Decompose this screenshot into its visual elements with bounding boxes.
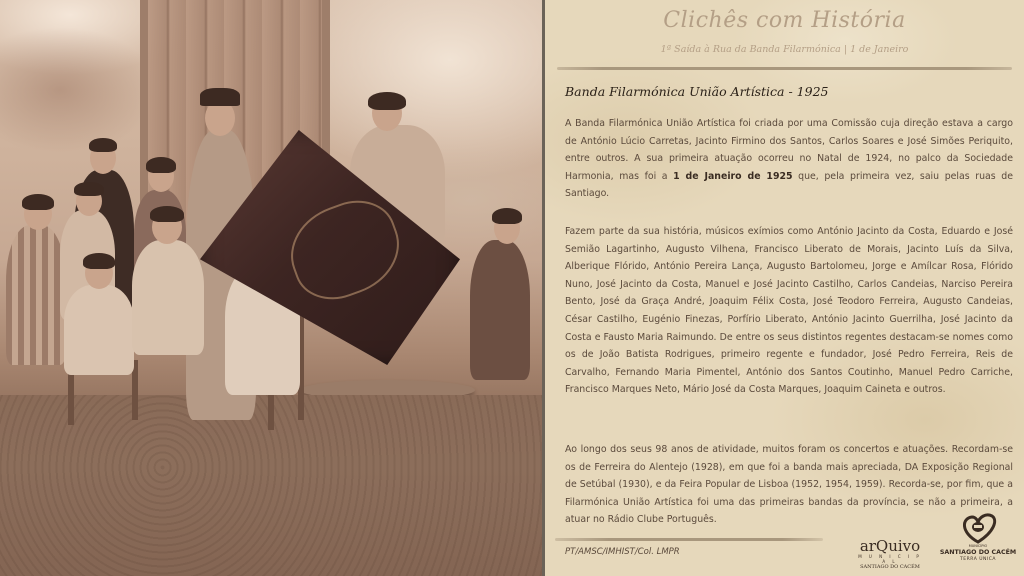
photo-hair	[83, 253, 115, 269]
arquivo-logo-place: SANTIAGO DO CACÉM	[860, 564, 920, 570]
arquivo-logo-wordmark: arQuivo	[859, 537, 921, 555]
archive-credit: PT/AMSC/IMHIST/Col. LMPR	[565, 547, 680, 557]
text-panel	[545, 0, 1024, 576]
series-subtitle: 1ª Saída à Rua da Banda Filarmónica | 1 de Janeiro	[660, 44, 909, 55]
photo-hair	[146, 157, 176, 173]
heart-logo-icon	[938, 512, 1018, 544]
photo-hair	[74, 182, 104, 196]
article-title: Banda Filarmónica União Artística - 1925	[565, 84, 829, 99]
footer-divider	[555, 538, 823, 541]
photo-hair	[22, 194, 54, 210]
photo-hair	[368, 92, 406, 110]
photo-cap	[200, 88, 240, 106]
paragraph-founding	[565, 115, 1013, 203]
paragraph-text: que, pela primeira vez, saiu pelas ruas de Santiago.	[565, 170, 1013, 200]
paragraph-concerts: Ao longo dos seus 98 anos de atividade, muitos foram os concertos e atuações. Recordam-se os de Ferreira do Alentejo (1928), em que foi a banda mais apreciada, DA Exposição Regional de Setúbal (1930), e da Feira Popular de Lisboa (1952, 1954, 1959). Recorda-se, por fim, que a Filarmónica União Artística foi uma das primeiras bandas da província, se não a primeira, a atuar no Rádio Clube Português.	[565, 444, 1013, 526]
header-divider	[557, 67, 1012, 70]
municipio-santiago-logo	[938, 512, 1018, 563]
photo-hair	[150, 206, 184, 222]
highlight-date: 1 de Janeiro de 1925	[673, 170, 793, 182]
series-title: Clichês com História	[663, 8, 906, 33]
paragraph-musicians: Fazem parte da sua história, músicos exímios como António Jacinto da Costa, Eduardo e José Semião Lagartinho, Augusto Vilhena, Francisco Liberato de Morais, Jacinto Luís da Silva, Alberique Flórido, António Pereira Lança, Augusto Bartolomeu, Jorge e Amílcar Rosa, Flórido Nuno, José Jacinto da Costa, Manuel e José Jacinto Castilho, Carlos Candeias, Narciso Pereira Bento, José da Graça André, Joaquim Félix Costa, José Teodoro Ferreira, Augusto Candeias, César Castilho, Eugénio Finezas, Porfírio Liberato, António Jacinto Guerrilha, José Jacinto da Costa e Fausto Maria Raimundo. De entre os seus distintos regentes destacam-se nomes como os de João Batista Rodrigues, primeiro regente e fundador, José Pedro Ferreira, Reis de Carvalho, Fernando Maria Pimentel, António dos Santos Coutinho, Manuel Pedro Carriche, Francisco Marques Neto, Mário José da Costa Marques, Joaquim Caineta e outros.	[565, 226, 1013, 396]
municipio-motto: TERRA ÚNICA	[960, 557, 996, 562]
arquivo-municipal-logo	[855, 538, 925, 570]
arquivo-logo-municipal: M U N I C I P A L	[858, 554, 922, 564]
photo-figure	[6, 225, 66, 365]
photo-hair	[89, 138, 117, 152]
paragraph-text: A Banda Filarmónica União Artística foi criada por uma Comissão cuja direção estava a cargo de António Lúcio Carretas, Jacinto Firmino dos Santos, Carlos Soares e José Simões Periquito, entre outros. A sua primeira atuação ocorreu no Natal de 1924, no palco da Sociedade Harmonia, mas foi a	[565, 118, 1013, 182]
photo-figure	[132, 240, 204, 355]
photo-figure	[64, 285, 134, 375]
photo-hair	[492, 208, 522, 224]
municipio-name: SANTIAGO DO CACÉM	[939, 549, 1017, 556]
municipio-label: MUNICÍPIO	[968, 544, 988, 548]
photo-figure	[470, 240, 530, 380]
